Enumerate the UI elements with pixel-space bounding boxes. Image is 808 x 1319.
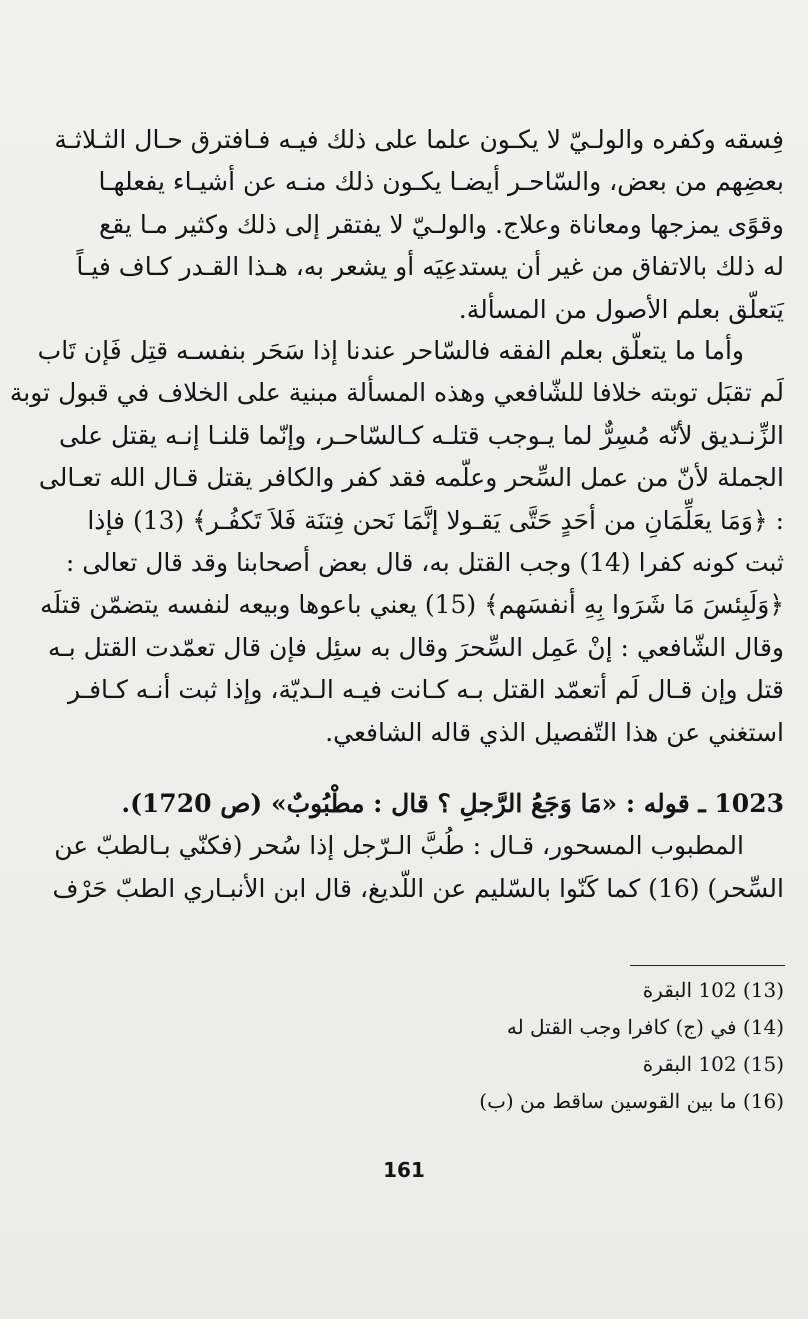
text-line: : ﴿وَمَا يعَلِّمَانِ من أحَدٍ حَتَّى يَقـولا إنَّمَا نَحن فِتنَة فَلاَ تَكفُـر﴾ (13) فإذا <box>87 505 784 535</box>
text-line: الزِّنـديق لأنّه مُسِرٌّ لما يـوجب قتلـه كـالسّاحـر، وإنّما قلنـا إنـه يقتل على <box>59 420 784 450</box>
footnote-14: (14) في (ج) كافرا وجب القتل له <box>506 1015 784 1039</box>
entry-heading: 1023 ـ قوله : «مَا وَجَعُ الرَّجلِ ؟ قال : مطْبُوبٌ» (ص 1720). <box>121 789 784 818</box>
page-number: 161 <box>383 1158 425 1182</box>
text-line: ثبت كونه كفرا (14) وجب القتل به، قال بعض أصحابنا وقد قال تعالى : <box>65 548 784 578</box>
entry-1023 <box>52 783 784 910</box>
text-line: قتل وإن قـال لَم أتعمّد القتل بـه كـانت فيـه الـديّة، وإذا ثبت أنـه كـافـر <box>67 675 784 705</box>
text-line: السِّحر) (16) كما كَنّوا بالسّليم عن اللّديغ، قال ابن الأنبـاري الطبّ حَرْف <box>52 873 784 903</box>
paragraph-1 <box>54 119 784 331</box>
footnote-divider <box>630 965 785 966</box>
text-line: ﴿وَلَبِئسَ مَا شَرَوا بِهِ أنفسَهم﴾ (15) يعني باعوها وبيعه لنفسه يتضمّن قتلَه <box>40 590 784 620</box>
text-line: له ذلك بالاتفاق من غير أن يستدعِيَه أو يشعر به، هـذا القـدر كـاف فيـاً <box>76 252 784 282</box>
footnote-13: (13) 102 البقرة <box>642 978 784 1002</box>
text-line: بعضِهم من بعض، والسّاحـر أيضـا يكـون ذلك منـه عن أشيـاء يفعلهـا <box>98 167 784 197</box>
paragraph-2 <box>9 330 784 754</box>
text-line: استغني عن هذا التّفصيل الذي قاله الشافعي. <box>325 717 784 747</box>
text-line: يَتعلّق بعلم الأصول من المسألة. <box>458 294 784 324</box>
text-line: وقوًى يمزجها ومعاناة وعلاج. والولـيّ لا يفتقر إلى ذلك وكثير مـا يقع <box>98 209 784 239</box>
text-line: لَم تقبَل توبته خلافا للشّافعي وهذه المسألة مبنية على الخلاف في قبول توبة <box>9 378 784 408</box>
footnote-16: (16) ما بين القوسين ساقط من (ب) <box>479 1089 784 1113</box>
footnote-15: (15) 102 البقرة <box>642 1052 784 1076</box>
footnotes <box>116 972 784 1120</box>
text-line: وقال الشّافعي : إنْ عَمِل السِّحرَ وقال به سئِل فإن قال تعمّدت القتل بـه <box>47 632 784 662</box>
text-line: المطبوب المسحور، قـال : طُبَّ الـرّجل إذا سُحر (فكنّي بـالطبّ عن <box>54 831 744 861</box>
text-line: الجملة لأنّ من عمل السِّحر وعلّمه فقد كفر والكافر يقتل قـال الله تعـالى <box>38 463 784 493</box>
text-line: وأما ما يتعلّق بعلم الفقه فالسّاحر عندنا إذا سَحَر بنفسـه قتِل فَإن تَاب <box>37 336 744 365</box>
text-line: فِسقه وكفره والولـيّ لا يكـون علما على ذلك فيـه فـافترق حـال الثـلاثـة <box>54 125 784 154</box>
